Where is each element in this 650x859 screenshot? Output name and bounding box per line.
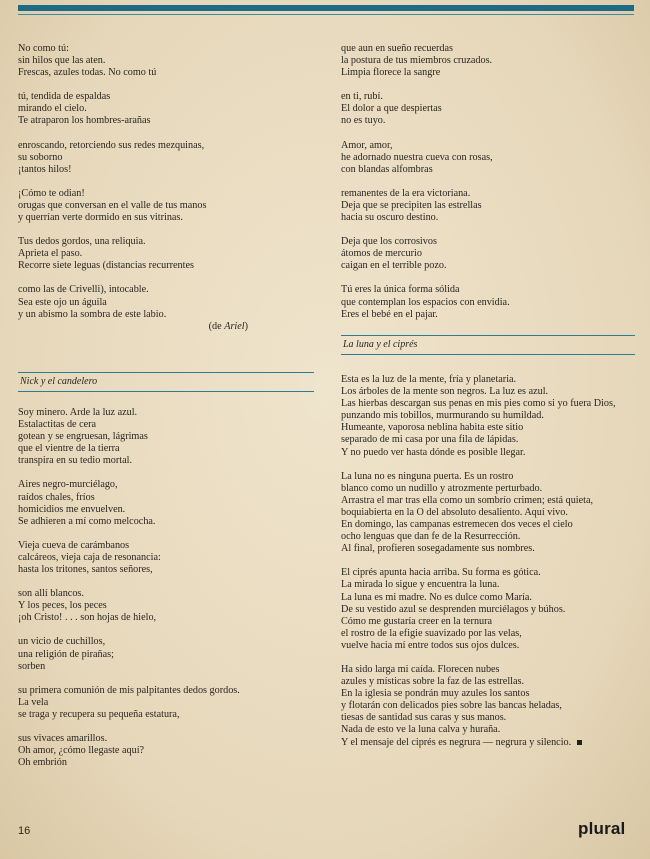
verse-line: un vicio de cuchillos,: [18, 636, 106, 648]
verse-line: La mirada lo sigue y encuentra la luna.: [341, 579, 500, 591]
verse-line: tiesas de santidad sus caras y sus manos.: [341, 712, 507, 724]
verse-line: Soy minero. Arde la luz azul.: [18, 407, 138, 418]
verse-line: Tú eres la única forma sólida: [341, 284, 460, 296]
verse-line: Y el mensaje del ciprés es negrura — negrura y silencio.: [341, 737, 633, 749]
verse-line: y querrían verte dormido en sus vitrinas.: [18, 212, 183, 224]
verse-line: La luna es mi madre. No es dulce como María.: [341, 591, 532, 603]
stanza: [341, 236, 633, 272]
verse-line: Al final, profieren sosegadamente sus nombres.: [341, 543, 535, 555]
verse-line: homicidios me envuelven.: [18, 503, 126, 515]
verse-line: Oh amor, ¿cómo llegaste aquí?: [18, 745, 145, 757]
verse-line: átomos de mercurio: [341, 248, 422, 260]
stanza: [18, 284, 318, 320]
verse-line: Cómo me gustaría creer en la ternura: [341, 615, 493, 627]
verse-line: Los árboles de la mente son negros. La luz es azul.: [341, 386, 549, 398]
verse-line: orugas que conversan en el valle de tus manos: [18, 199, 207, 211]
verse-line: Recorre siete leguas (distancias recurrentes: [18, 260, 194, 272]
verse-line: sin hilos que las aten.: [18, 55, 106, 67]
stanza: [341, 471, 633, 556]
stanza: [341, 43, 633, 79]
verse-line: Te atraparon los hombres-arañas: [18, 115, 151, 127]
verse-line: Esta es la luz de la mente, fría y planetaria.: [341, 374, 517, 385]
verse-line: Aires negro-murciélago,: [18, 479, 118, 491]
stanza: [341, 664, 633, 749]
section-title-nick: Nick y el candelero: [18, 372, 314, 392]
verse-line: en ti, rubí.: [341, 91, 383, 103]
stanza: [18, 479, 318, 527]
verse-line: La vela: [18, 696, 49, 708]
verse-line: Frescas, azules todas. No como tú: [18, 67, 157, 79]
poem-attribution: (de Ariel): [208, 320, 248, 332]
poem-la-luna-y-el-cipres: [341, 374, 633, 761]
stanza: [18, 685, 318, 721]
stanza: [18, 91, 318, 127]
stanza: [18, 636, 318, 672]
stanza: [18, 588, 318, 624]
verse-line: Deja que se precipiten las estrellas: [341, 199, 482, 211]
verse-line: no es tuyo.: [341, 115, 386, 127]
verse-line: No como tú:: [18, 43, 69, 54]
verse-line: una religión de pirañas;: [18, 648, 114, 660]
page-number: 16: [18, 825, 31, 837]
verse-line: ¡Cómo te odian!: [18, 187, 85, 199]
stanza: [18, 140, 318, 176]
verse-line: Tus dedos gordos, una reliquia.: [18, 236, 146, 248]
end-of-article-mark: [577, 740, 582, 745]
verse-line: separado de mi casa por una fila de lápidas.: [341, 434, 519, 446]
verse-line: la postura de tus miembros cruzados.: [341, 55, 493, 67]
verse-line: Oh embrión: [18, 757, 67, 769]
verse-line: sorben: [18, 660, 46, 672]
verse-line: ¡tantos hilos!: [18, 163, 72, 175]
verse-line: Nada de esto ve la luna calva y huraña.: [341, 724, 501, 736]
verse-line: y un abismo la sombra de este labio.: [18, 308, 167, 320]
verse-line: Arrastra el mar tras ella como un sombrío crimen; está quieta,: [341, 494, 594, 506]
verse-line: En domingo, las campanas estremecen dos veces el cielo: [341, 519, 573, 531]
verse-line: hacia su oscuro destino.: [341, 212, 439, 224]
verse-line: que contemplan los espacios con envidia.: [341, 296, 510, 308]
verse-line: De su vestido azul se desprenden murciélagos y búhos.: [341, 603, 566, 615]
verse-line: remanentes de la era victoriana.: [341, 187, 471, 199]
verse-line: Estalactitas de cera: [18, 419, 97, 431]
verse-line: Deja que los corrosivos: [341, 236, 437, 248]
stanza: [341, 91, 633, 127]
verse-line: mirando el cielo.: [18, 103, 87, 115]
verse-line: hasta los tritones, santos señores,: [18, 564, 153, 576]
stanza: [341, 284, 633, 320]
verse-line: El ciprés apunta hacia arriba. Su forma es gótica.: [341, 567, 541, 579]
verse-line: el rostro de la efigie suavizado por las velas,: [341, 627, 522, 639]
verse-line: sus vivaces amarillos.: [18, 732, 108, 744]
verse-line: caigan en el terrible pozo.: [341, 260, 447, 272]
verse-line: y flotarán con delicados pies sobre las bancas heladas,: [341, 700, 562, 712]
verse-line: El dolor a que despiertas: [341, 103, 442, 115]
verse-line: Vieja cueva de carámbanos: [18, 539, 130, 551]
verse-line: ¡oh Cristo! . . . son hojas de hielo,: [18, 612, 157, 624]
section-title-luna: La luna y el ciprés: [341, 335, 635, 355]
verse-line: gotean y se engruesan, lágrimas: [18, 431, 148, 443]
verse-line: Se adhieren a mí como melcocha.: [18, 515, 156, 527]
top-rule: [18, 5, 634, 11]
verse-line: transpira en su tedio mortal.: [18, 455, 133, 467]
verse-line: he adornado nuestra cueva con rosas,: [341, 151, 493, 163]
verse-line: tú, tendida de espaldas: [18, 91, 111, 103]
verse-line: En la iglesia se pondrán muy azules los santos: [341, 688, 530, 700]
stanza: [18, 733, 318, 769]
verse-line: que aun en sueño recuerdas: [341, 43, 454, 54]
stanza: [341, 374, 633, 459]
verse-line: Aprieta el paso.: [18, 248, 83, 260]
verse-line: ocho lenguas que dan fe de la Resurrección.: [341, 531, 521, 543]
verse-line: Ha sido larga mi caída. Florecen nubes: [341, 663, 500, 675]
stanza: [18, 236, 318, 272]
verse-line: Sea este ojo un águila: [18, 296, 107, 308]
stanza: [18, 43, 318, 79]
verse-line: que el vientre de la tierra: [18, 443, 120, 455]
verse-line: con blandas alfombras: [341, 163, 433, 175]
stanza: [18, 188, 318, 224]
poem-right-continuation: [341, 43, 633, 333]
verse-line: vuelve hacia mí entre todos sus ojos dulces.: [341, 639, 520, 651]
verse-line: Amor, amor,: [341, 139, 393, 151]
verse-line: enroscando, retorciendo sus redes mezquinas,: [18, 139, 205, 151]
stanza: [18, 540, 318, 576]
verse-line: se traga y recupera su pequeña estatura,: [18, 708, 180, 720]
verse-line: azules y místicas sobre la faz de las estrellas.: [341, 676, 525, 688]
verse-line: calcáreos, vieja caja de resonancia:: [18, 551, 161, 563]
stanza: [341, 188, 633, 224]
verse-line: punzando mis tobillos, murmurando su humildad.: [341, 410, 544, 422]
verse-line: su soborno: [18, 151, 63, 163]
verse-line: son allí blancos.: [18, 588, 84, 600]
poem-ariel-continuation: [18, 43, 318, 333]
verse-line: Y los peces, los peces: [18, 600, 107, 612]
verse-line: raídos chales, fríos: [18, 491, 95, 503]
verse-line: su primera comunión de mis palpitantes dedos gordos.: [18, 684, 240, 696]
stanza: [18, 407, 318, 467]
verse-line: La luna no es ninguna puerta. Es un rostro: [341, 470, 514, 482]
verse-line: Eres el bebé en el pajar.: [341, 308, 438, 320]
poem-nick-y-el-candelero: [18, 407, 318, 781]
stanza: [341, 567, 633, 652]
verse-line: como las de Crivelli), intocable.: [18, 284, 149, 296]
magazine-logo: plural: [578, 819, 626, 838]
verse-line: Limpia florece la sangre: [341, 67, 441, 79]
verse-line: Humeante, vaporosa neblina habita este sitio: [341, 422, 524, 434]
top-rule-thin: [18, 14, 634, 15]
verse-line: Las hierbas descargan sus penas en mis pies como si yo fuera Dios,: [341, 398, 616, 410]
verse-line: blanco como un nudillo y atrozmente perturbado.: [341, 482, 543, 494]
stanza: [341, 140, 633, 176]
verse-line: boquiabierta en la O del absoluto desaliento. Aquí vivo.: [341, 506, 568, 518]
verse-line: Y no puedo ver hasta dónde es posible llegar.: [341, 446, 526, 458]
